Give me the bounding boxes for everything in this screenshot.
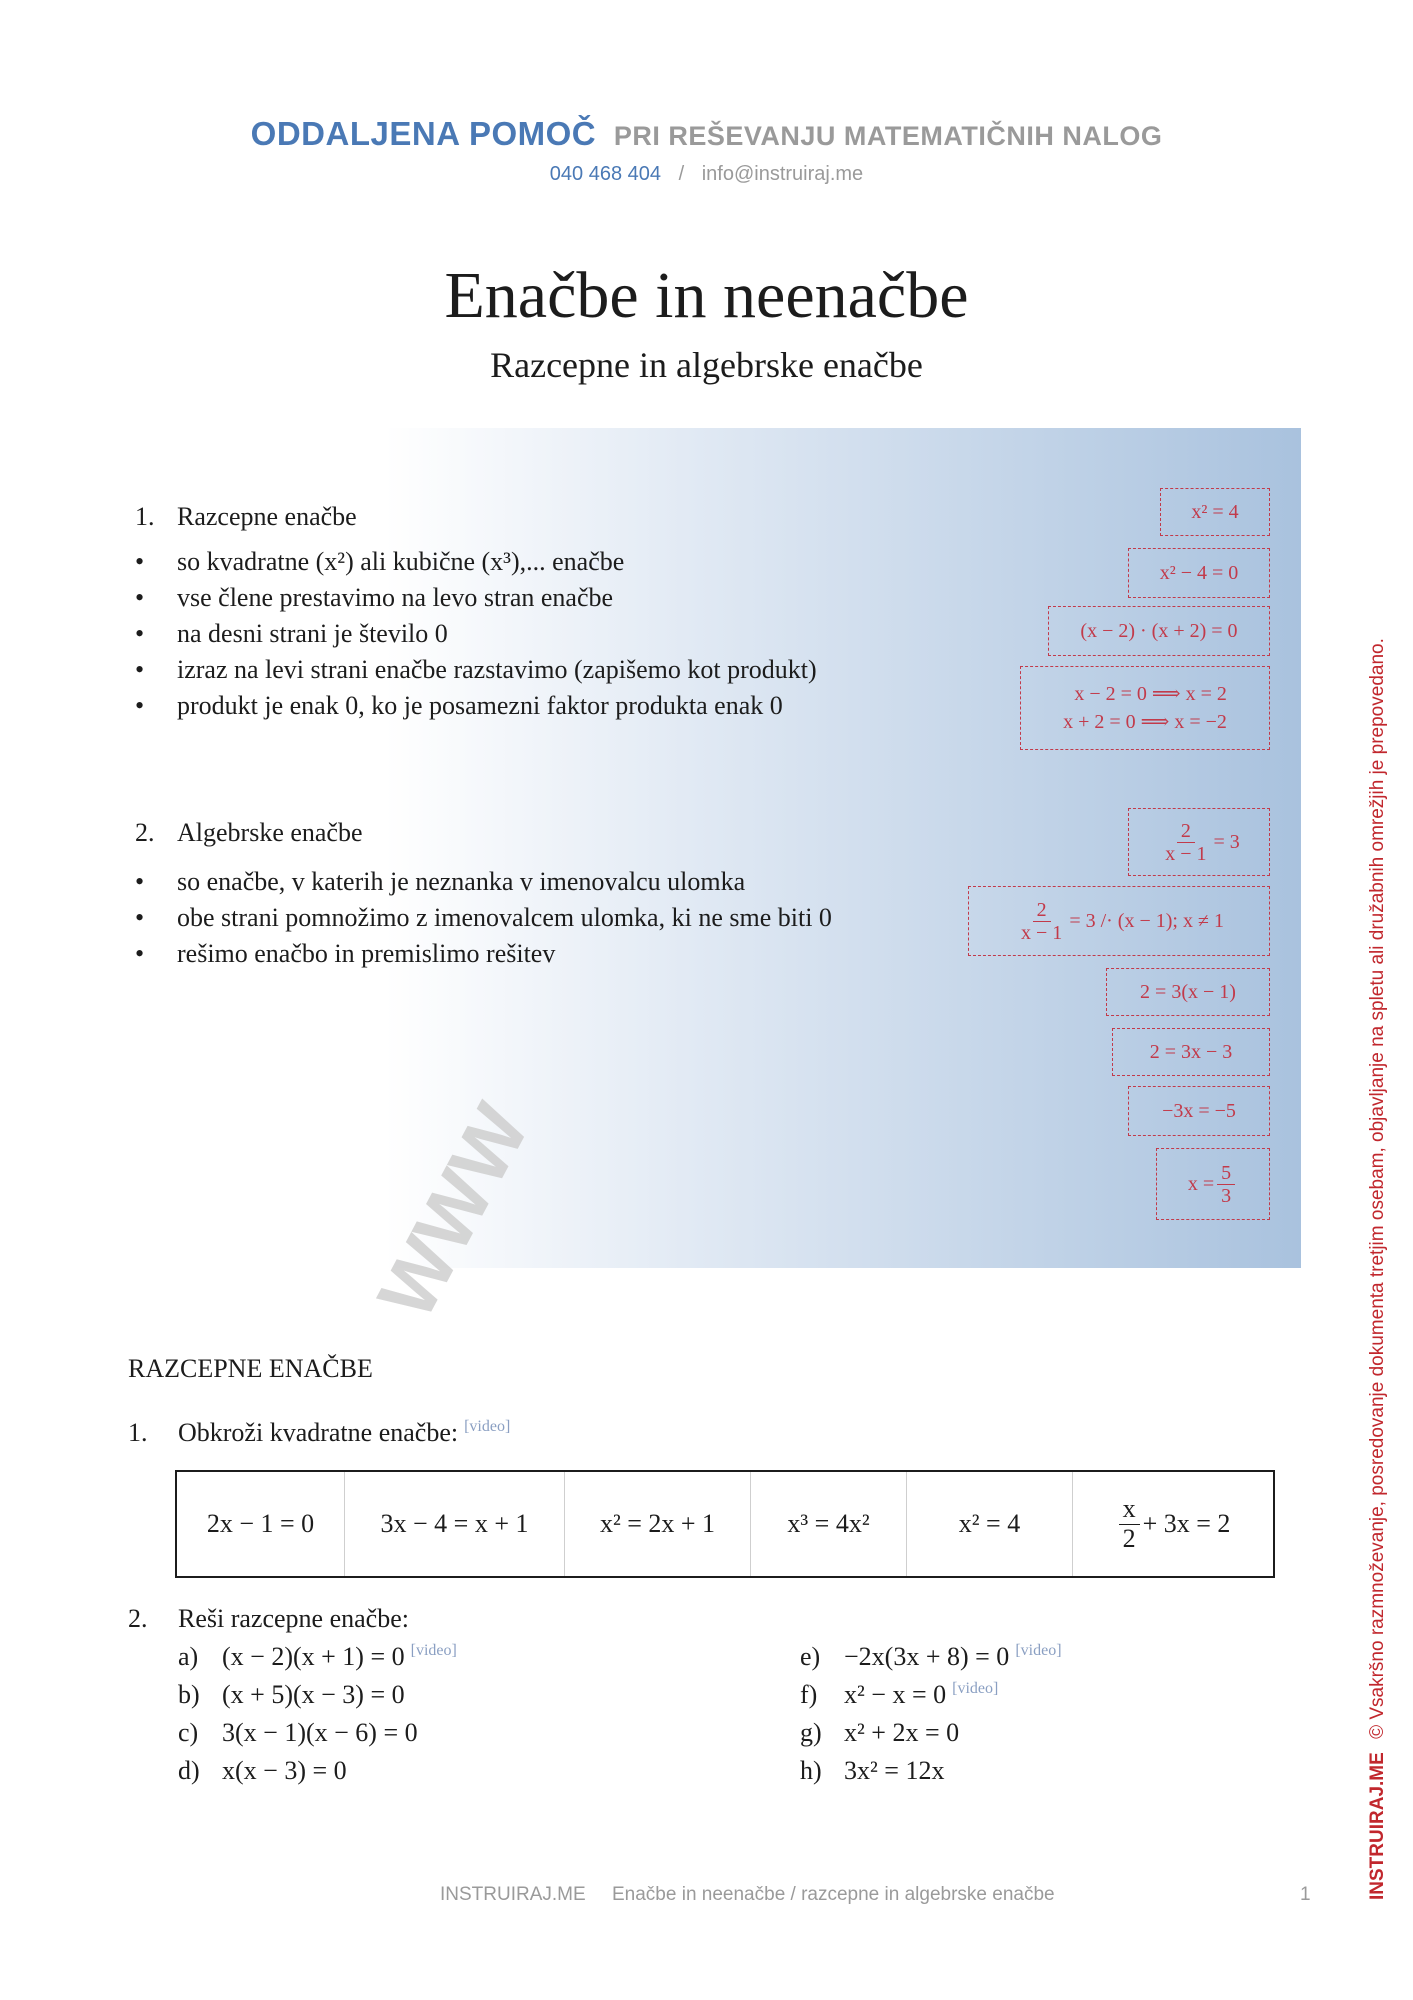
subtask-a	[178, 1642, 457, 1672]
email[interactable]: info@instruiraj.me	[701, 163, 864, 185]
question-text: Reši razcepne enačbe:	[178, 1604, 409, 1633]
question-number: 1.	[128, 1418, 148, 1447]
video-link[interactable]: [video]	[464, 1418, 511, 1436]
equations-table	[175, 1470, 1275, 1578]
page-number: 1	[1300, 1884, 1311, 1905]
example1-step4	[1020, 666, 1270, 750]
section1-title: Razcepne enačbe	[177, 502, 357, 531]
subtask-equation: (x + 5)(x − 3) = 0	[222, 1680, 405, 1709]
table-cell[interactable]: x³ = 4x²	[751, 1472, 907, 1576]
list-item: • vse člene prestavimo na levo stran enačbe	[135, 580, 817, 616]
table-cell[interactable]: x² = 2x + 1	[565, 1472, 751, 1576]
table-cell[interactable]: x² = 4	[907, 1472, 1073, 1576]
subtask-e	[800, 1642, 1062, 1672]
subtask-g	[800, 1718, 959, 1748]
question-2	[128, 1604, 409, 1634]
brand-line	[0, 115, 1413, 153]
copyright-notice	[1367, 638, 1389, 1900]
example2-step3: 2 = 3(x − 1)	[1106, 968, 1270, 1016]
example2-step1	[1128, 808, 1270, 876]
section2-title: Algebrske enačbe	[177, 818, 363, 847]
subtask-equation: x² − x = 0	[844, 1680, 947, 1709]
contact-separator: /	[678, 163, 685, 185]
subtask-equation: x(x − 3) = 0	[222, 1756, 347, 1785]
subtask-letter: g)	[800, 1718, 822, 1747]
example1-step2: x² − 4 = 0	[1128, 548, 1270, 598]
example1-line-b: x + 2 = 0 ⟹ x = −2	[1063, 711, 1227, 733]
subtask-d	[178, 1756, 347, 1786]
subtask-b	[178, 1680, 405, 1710]
page-title: Enačbe in neenačbe	[444, 259, 969, 332]
page-header	[0, 115, 1413, 186]
watermark: WWW	[360, 1090, 546, 1333]
example2-step5: −3x = −5	[1128, 1086, 1270, 1136]
exercises-heading: RAZCEPNE ENAČBE	[128, 1354, 373, 1383]
table-cell[interactable]: 2x − 1 = 0	[177, 1472, 345, 1576]
fraction-denominator: x − 1	[1165, 842, 1207, 865]
list-item: • produkt je enak 0, ko je posamezni faktor produkta enak 0	[135, 688, 817, 724]
subtask-letter: d)	[178, 1756, 200, 1785]
fraction-denominator: x − 1	[1021, 921, 1063, 944]
subtask-equation: x² + 2x = 0	[844, 1718, 960, 1747]
table-cell[interactable]	[1073, 1472, 1273, 1576]
fraction-denominator: 3	[1221, 1184, 1232, 1207]
example2-rhs: = 3 /· (x − 1); x ≠ 1	[1069, 909, 1224, 932]
list-item: • so enačbe, v katerih je neznanka v imenovalcu ulomka	[135, 864, 832, 900]
video-link[interactable]: [video]	[952, 1680, 999, 1698]
section1-number: 1.	[135, 502, 155, 531]
side-brand: INSTRUIRAJ.ME	[1367, 1752, 1388, 1900]
fraction-numerator: 2	[1177, 820, 1195, 843]
video-link[interactable]: [video]	[1015, 1642, 1062, 1660]
subtask-letter: e)	[800, 1642, 821, 1671]
subtask-equation: −2x(3x + 8) = 0	[844, 1642, 1010, 1671]
example1-line-a: x − 2 = 0 ⟹ x = 2	[1074, 683, 1227, 705]
subtask-letter: h)	[800, 1756, 822, 1785]
example2-step4: 2 = 3x − 3	[1112, 1028, 1270, 1076]
subtask-letter: c)	[178, 1718, 199, 1747]
list-item: • rešimo enačbo in premislimo rešitev	[135, 936, 832, 972]
brand-rest: PRI REŠEVANJU MATEMATIČNIH NALOG	[613, 121, 1163, 151]
page-subtitle: Razcepne in algebrske enačbe	[490, 345, 923, 385]
list-item: • izraz na levi strani enačbe razstavimo (zapišemo kot produkt)	[135, 652, 817, 688]
contact-line	[0, 163, 1413, 186]
example2-step6	[1156, 1148, 1270, 1220]
section1-bullets	[135, 544, 817, 724]
subtask-equation: 3x² = 12x	[844, 1756, 945, 1785]
example1-step3: (x − 2) · (x + 2) = 0	[1048, 606, 1270, 656]
subtask-h	[800, 1756, 944, 1786]
question-1	[128, 1418, 510, 1448]
example2-step2	[968, 886, 1270, 956]
section1-heading	[135, 502, 357, 532]
question-text: Obkroži kvadratne enačbe:	[178, 1418, 459, 1447]
fraction-numerator: x	[1119, 1495, 1140, 1525]
subtask-letter: f)	[800, 1680, 818, 1709]
example1-step1: x² = 4	[1160, 488, 1270, 536]
list-item: • na desni strani je število 0	[135, 616, 817, 652]
section2-bullets	[135, 864, 832, 972]
fraction-numerator: 5	[1217, 1162, 1235, 1185]
footer-brand[interactable]: INSTRUIRAJ.ME	[440, 1884, 586, 1905]
subtask-letter: b)	[178, 1680, 200, 1709]
section2-number: 2.	[135, 818, 155, 847]
subtask-equation: 3(x − 1)(x − 6) = 0	[222, 1718, 418, 1747]
list-item: • obe strani pomnožimo z imenovalcem ulomka, ki ne sme biti 0	[135, 900, 832, 936]
phone[interactable]: 040 468 404	[549, 163, 662, 185]
table-cell[interactable]: 3x − 4 = x + 1	[345, 1472, 565, 1576]
fraction-numerator: 2	[1033, 899, 1051, 922]
example2-rhs: = 3	[1213, 830, 1240, 853]
brand-strong: ODDALJENA POMOČ	[250, 115, 597, 152]
subtask-f	[800, 1680, 998, 1710]
subtask-letter: a)	[178, 1642, 199, 1671]
list-item: • so kvadratne (x²) ali kubične (x³),... enačbe	[135, 544, 817, 580]
footer-document-title: Enačbe in neenačbe / razcepne in algebrske enačbe	[612, 1884, 1055, 1905]
question-number: 2.	[128, 1604, 148, 1633]
section2-heading	[135, 818, 363, 848]
video-link[interactable]: [video]	[410, 1642, 457, 1660]
fraction-denominator: 2	[1122, 1523, 1136, 1553]
subtask-equation: (x − 2)(x + 1) = 0	[222, 1642, 405, 1671]
equation-rest: + 3x = 2	[1142, 1509, 1231, 1538]
side-copyright-text: © Vsakršno razmnoževanje, posredovanje dokumenta tretjim osebam, objavljanje na spletu ali družabnih omrežjih je prepovedano.	[1367, 638, 1388, 1739]
example2-lhs: x =	[1187, 1172, 1215, 1195]
subtask-c	[178, 1718, 418, 1748]
